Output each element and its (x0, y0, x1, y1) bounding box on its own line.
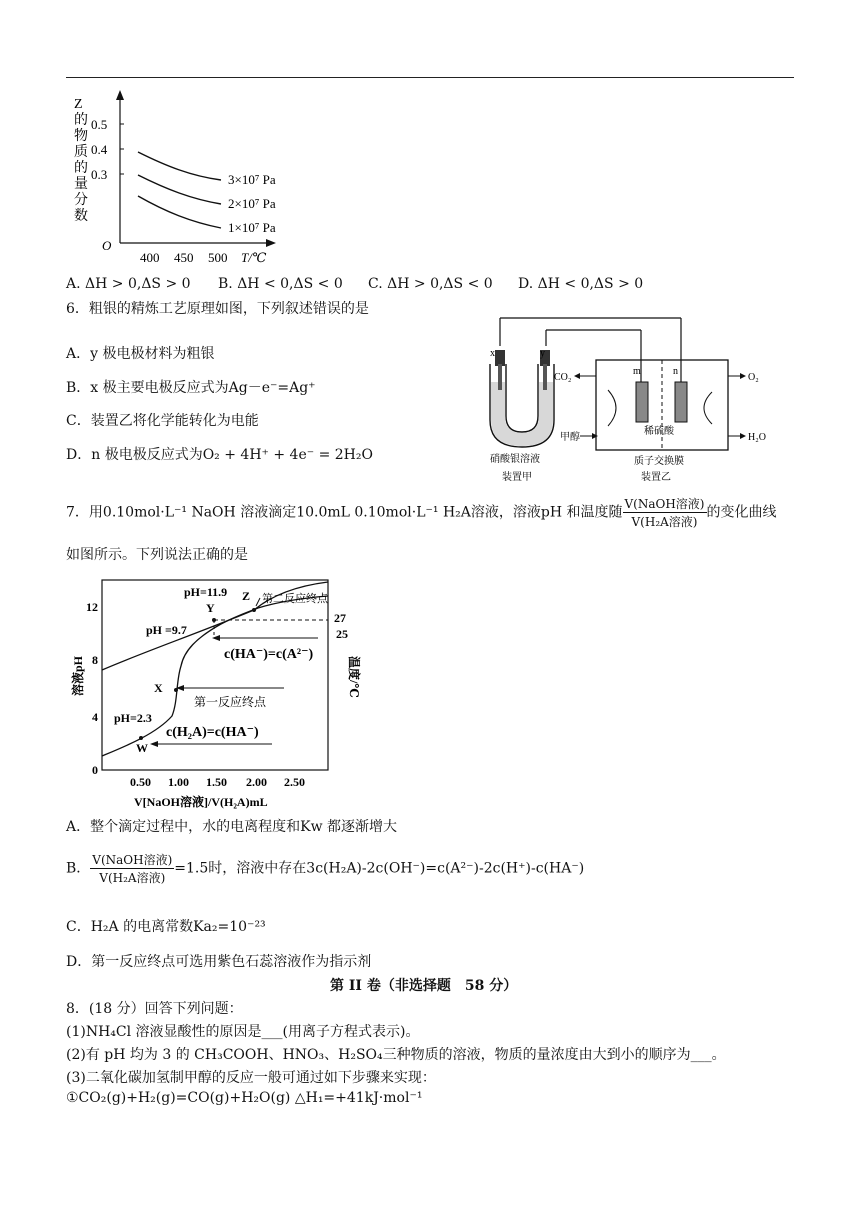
q7-ytick-0: 0 (92, 763, 98, 777)
q5-ylabel-4: 的 (74, 161, 88, 176)
q5-ylabel-1: 的 (74, 113, 88, 128)
q7-b-pre: B． (66, 860, 91, 877)
q7-frac-num: V(NaOH溶液) (624, 497, 705, 511)
q7-xlabel: V[NaOH溶液]/V(H₂A)mL (134, 795, 268, 809)
q7-ph119: pH=11.9 (184, 585, 228, 599)
electrode-m (636, 382, 648, 422)
label-co2: CO₂ (554, 372, 572, 383)
q5-curve-1e7 (138, 196, 221, 228)
q5-ytick-05: 0.5 (91, 117, 108, 132)
q6-option-a: A．y 极电极材料为粗银 (66, 346, 215, 362)
q7-b-post: =1.5时，溶液中存在3c(H₂A)-2c(OH⁻)=c(A²⁻)-2c(H⁺)-c(HA⁻) (174, 860, 585, 877)
q7-rlabel: 温度/℃ (347, 656, 361, 698)
label-h2o: H₂O (748, 432, 766, 443)
q5-ylabel-7: 数 (74, 209, 88, 224)
q5-curve-2e7 (138, 175, 221, 204)
q5-ylabel-2: 物 (74, 129, 88, 144)
q7-stem-pre: 7．用0.10mol·L⁻¹ NaOH 溶液滴定10.0mL 0.10mol·L⁻¹ H₂A溶液，溶液pH 和温度随 (66, 504, 623, 521)
section-heading: 第 II 卷（非选择题 58 分） (330, 978, 518, 994)
q5-xlabel: T/℃ (241, 250, 267, 265)
q7-b-fraction (90, 851, 174, 886)
label-silver-nitrate: 硝酸银溶液 (490, 454, 540, 465)
q5-curve-label-1e7: 1×10⁷ Pa (228, 220, 276, 235)
q7-rtick-27: 27 (334, 611, 346, 625)
label-o2: O₂ (748, 372, 759, 383)
q8-part3: (3)二氧化碳加氢制甲醇的反应一般可通过如下步骤来实现： (66, 1070, 436, 1086)
q7-ytick-4: 4 (92, 710, 98, 724)
q7-ph23: pH=2.3 (114, 711, 152, 725)
q5-option-b: B. ΔH < 0,ΔS < 0 (218, 276, 343, 292)
q5-origin: O (102, 238, 112, 253)
q7-xtick-150: 1.50 (206, 775, 227, 789)
q7-label-W: W (136, 741, 148, 755)
q6-stem: 6．粗银的精炼工艺原理如图，下列叙述错误的是 (66, 301, 369, 317)
q5-curve-label-3e7: 3×10⁷ Pa (228, 172, 276, 187)
q8-part4: ①CO₂(g)+H₂(g)=CO(g)+H₂O(g) △H₁=+41kJ·mol⁻¹ (66, 1090, 423, 1106)
q7-stem-post: 的变化曲线 (706, 504, 777, 521)
q8-part2: (2)有 pH 均为 3 的 CH₃COOH、HNO₃、H₂SO₄三种物质的溶液，物质的量浓度由大到小的顺序为___。 (66, 1047, 726, 1063)
label-device-b: 装置乙 (641, 472, 671, 483)
label-m: m (633, 366, 641, 377)
q5-xtick-500: 500 (208, 250, 228, 265)
electrode-n (675, 382, 687, 422)
q7-ph97: pH =9.7 (146, 623, 187, 637)
q7-ylabel: 溶液pH (71, 655, 85, 696)
q7-option-d: D．第一反应终点可选用紫色石蕊溶液作为指示剂 (66, 954, 372, 970)
q7-frac-den: V(H₂A溶液) (631, 515, 698, 529)
q7-xtick-200: 2.00 (246, 775, 267, 789)
q5-xtick-400: 400 (140, 250, 160, 265)
label-x: x (490, 348, 495, 359)
header-rule (66, 77, 794, 78)
q8-stem: 8．(18 分）回答下列问题： (66, 1001, 243, 1017)
q7-label-X: X (154, 681, 163, 695)
q7-stem (66, 495, 777, 530)
q6-option-b: B．x 极主要电极反应式为Ag－e⁻=Ag⁺ (66, 380, 316, 396)
q7-stem-fraction (623, 495, 707, 530)
q7-chart (66, 566, 366, 814)
q7-second-end: 第二反应终点 (262, 593, 328, 605)
label-acid: 稀硫酸 (644, 426, 674, 437)
q8-part1: (1)NH₄Cl 溶液显酸性的原因是___(用离子方程式表示)。 (66, 1024, 420, 1040)
label-n: n (673, 366, 678, 377)
q7-eq1: c(HA⁻)=c(A²⁻) (224, 647, 314, 662)
q7-first-end: 第一反应终点 (194, 695, 267, 709)
q5-option-d: D. ΔH < 0,ΔS > 0 (518, 276, 644, 292)
q5-ytick-03: 0.3 (91, 167, 108, 182)
q7-xtick-250: 2.50 (284, 775, 305, 789)
q7-b-frac-num: V(NaOH溶液) (92, 853, 173, 867)
q7-option-b (66, 851, 584, 886)
q5-curve-label-2e7: 2×10⁷ Pa (228, 196, 276, 211)
q7-xtick-100: 1.00 (168, 775, 189, 789)
electrode-x-stopper (495, 350, 505, 366)
q5-ytick-04: 0.4 (91, 142, 108, 157)
label-y: y (540, 348, 545, 359)
q5-ylabel-0: Z (74, 97, 83, 112)
q7-rtick-25: 25 (336, 627, 348, 641)
q7-xtick-050: 0.50 (130, 775, 151, 789)
q6-option-d: D．n 极电极反应式为O₂ + 4H⁺ + 4e⁻ = 2H₂O (66, 447, 373, 463)
q5-xtick-450: 450 (174, 250, 194, 265)
q5-curve-3e7 (138, 152, 221, 180)
q7-stem-line2: 如图所示。下列说法正确的是 (66, 547, 248, 563)
q7-b-frac-den: V(H₂A溶液) (99, 871, 166, 885)
q6-option-c: C．装置乙将化学能转化为电能 (66, 413, 259, 429)
q6-diagram (476, 312, 776, 484)
q5-ylabel-5: 量 (74, 177, 88, 192)
label-methanol: 甲醇 (560, 432, 580, 443)
q5-ylabel-3: 质 (74, 145, 88, 160)
q7-ytick-12: 12 (86, 600, 98, 614)
q7-label-Y: Y (206, 601, 215, 615)
q7-eq2: c(H₂A)=c(HA⁻) (166, 725, 259, 740)
q5-ylabel-6: 分 (74, 193, 88, 208)
q7-label-Z: Z (242, 589, 251, 603)
q7-option-a: A．整个滴定过程中，水的电离程度和Kw 都逐渐增大 (66, 819, 398, 835)
label-device-a: 装置甲 (502, 472, 532, 483)
q5-option-a: A. ΔH > 0,ΔS > 0 (66, 276, 191, 292)
q5-option-c: C. ΔH > 0,ΔS < 0 (368, 276, 493, 292)
label-membrane: 质子交换膜 (634, 456, 684, 467)
q7-ytick-8: 8 (92, 653, 98, 667)
q7-option-c: C．H₂A 的电离常数Ka₂=10⁻²³ (66, 919, 266, 935)
q5-chart (66, 88, 306, 268)
